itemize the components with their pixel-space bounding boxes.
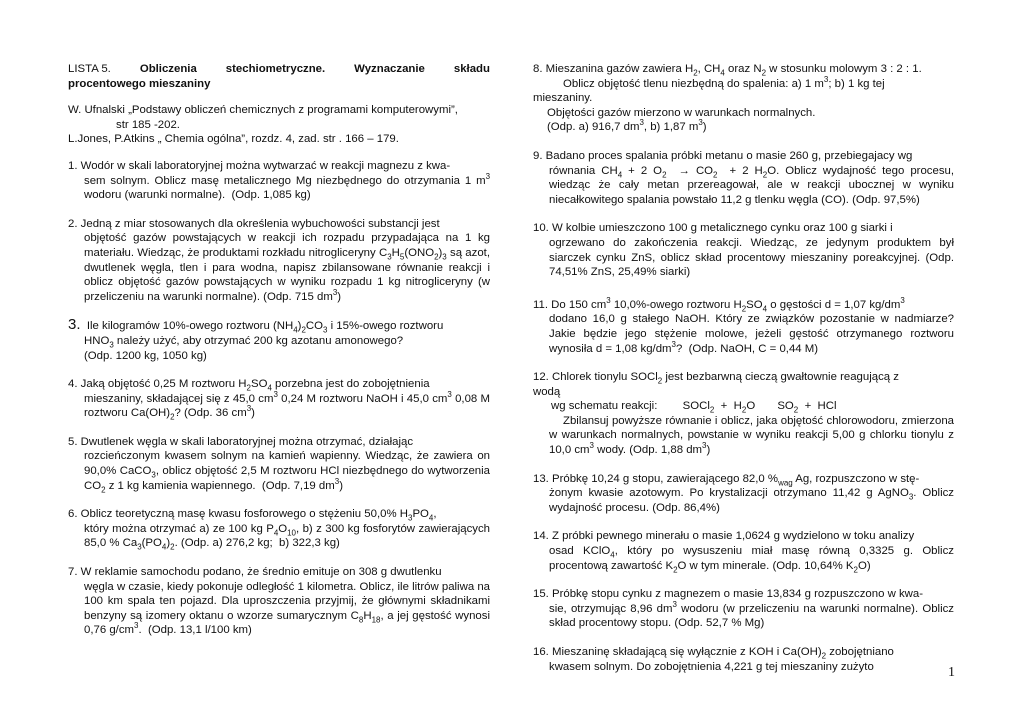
problem-11: 11. Do 150 $cm^3$ 10,0%-owego roztworu $H_2SO_4$ o gęstości d = 1,07 $kg/dm^3$ dodano 16,0 g stałego NaOH. Który ze związków pozostanie w nadmiarze? Jakie będzie jego stężenie molowe, jeżeli gęstość otrzymanego roztworu wynosiła d = 1,08 $kg/dm^3$? (Odp. NaOH, C = 0,44 M) — [533, 295, 954, 355]
document-header — [68, 62, 490, 91]
problem-5: 5. Dwutlenek węgla w skali laboratoryjnej można otrzymać, działając rozcieńczonym kwasem solnym na kamień wapienny. Wiedząc, że zawiera on 90,0% CaCO$_3$, oblicz objętość 2,5 M roztworu HCl niezbędnego do wytworzenia $CO_2$ z 1 kg kamienia wapiennego. (Odp. 7,19 $dm^3$) — [68, 435, 491, 494]
header-title-part5: procentowego mieszaniny — [68, 77, 211, 90]
right-column — [533, 62, 954, 688]
problem-7: 7. W reklamie samochodu podano, że średnio emituje on 308 g dwutlenku węgla w czasie, kiedy pokonuje odległość 1 kilometra. Oblicz, ile litrów paliwa na 100 km spala ten pojazd. Dla uproszczenia przyjmij, że głównymi składnikami benzyny są izomery oktanu o wzorze sumarycznym $C_8H_{18}$, a jej gęstość wynosi 0,76 $g/cm^3$. (Odp. 13,1 l/100 km) — [68, 566, 490, 637]
header-line — [68, 62, 490, 77]
page-number: 1 — [948, 665, 955, 680]
problem-13: 13. Próbkę 10,24 g stopu, zawierającego 82,0 $\%_{wag}$ Ag, rozpuszczono w stę- żonym kwasie azotowym. Po krystalizacji otrzymano 11,42 g AgNO$_3$. Oblicz wydajność procesu. (Odp. 86,4%) — [533, 472, 954, 514]
problem-2: 2. Jedną z miar stosowanych dla określenia wybuchowości substancji jest objętość gazów powstających w reakcji ich rozpadu przypadająca na 1 kg materiału. Wiedząc, że produktami rozkładu nitrogliceryny $C_3H_5(ONO_2)_3$ są azot, dwutlenek węgla, tlen i para wodna, napisz zbilansowane równanie reakcji i oblicz objętość gazów powstających w wyniku rozpadu 1 kg nitrogliceryny (w przeliczeniu na warunki normalne). (Odp. 715 $dm^3$) — [68, 217, 490, 303]
problem-4: 4. Jaką objętość 0,25 M roztworu $H_2SO_4$ porzebna jest do zobojętnienia mieszaniny, składającej się z 45,0 $cm^3$ 0,24 M roztworu NaOH i 45,0 $cm^3$ 0,08 M roztworu $Ca(OH)_2$? (Odp. 36 $cm^3$) — [68, 378, 490, 422]
problem-6: 6. Oblicz teoretyczną masę kwasu fosforowego o stężeniu 50,0% $H_3PO_4$, który można otrzymać a) ze 100 kg $P_4O_{10}$, b) z 300 kg fosforytów zawierających 85,0 % $Ca_3(PO_4)_2$. (Odp. a) 276,2 kg; b) 322,3 kg) — [68, 508, 490, 552]
problem-15: 15. Próbkę stopu cynku z magnezem o masie 13,834 g rozpuszczono w kwa- sie, otrzymując 8,96 $dm^3$ wodoru (w przeliczeniu na warunki normalne). Oblicz skład procentowy stopu. (Odp. 52,7 % Mg) — [533, 588, 954, 630]
header-title-part2: stechiometryczne. — [225, 63, 326, 75]
header-title-part4: składu — [453, 63, 490, 75]
problem-14: 14. Z próbki pewnego minerału o masie 1,0624 g wydzielono w toku analizy osad KClO$_4$, który po wysuszeniu miał masę równą 0,3325 g. Oblicz procentową zawartość $K_2O$ w tym minerale. (Odp. 10,64% $K_2O$) — [533, 530, 954, 574]
header-title-part1: Obliczenia — [139, 63, 197, 75]
problem-16: 16. Mieszaninę składającą się wyłącznie z KOH i $Ca(OH)_2$ zobojętniano kwasem solnym. Do zobojętnienia 4,221 g tej mieszaniny zużyto — [533, 646, 894, 673]
problem-8: 8. Mieszanina gazów zawiera $H_2$, $CH_4$ oraz $N_2$ w stosunku molowym 3 : 2 : 1. Oblicz objętość tlenu niezbędną do spalenia: a) 1 $m^3$; b) 1 kg tej mieszaniny. Objętości gazów mierzono w warunkach normalnych. (Odp. a) 916,7 $dm^3$, b) 1,87 $m^3$) — [533, 63, 922, 134]
references — [68, 103, 490, 147]
header-title-part3: Wyznaczanie — [354, 63, 425, 75]
problem-9: 9. Badano proces spalania próbki metanu o masie 260 g, przebiegajacy wg równania $CH_4 + 2$ $O_2 \to CO_2 + 2$ $H_2O$. Oblicz wydajność tego procesu, wiedząc że cały metan przereagował, ale w reakcji ubocznej w wyniku niecałkowitego spalania powstało 11,2 g tlenku węgla (CO). (Odp. 97,5%) — [533, 149, 955, 206]
reference-2: L.Jones, P.Atkins „ Chemia ogólna”, rozdz. 4, zad. str . 166 – 179. — [68, 133, 399, 146]
left-column — [68, 62, 490, 652]
problem-10: 10. W kolbie umieszczono 100 g metalicznego cynku oraz 100 g siarki i ogrzewano do zakończenia reakcji. Wiedząc, ze jedynym produktem był siarczek cynku ZnS, oblicz skład procentowy mieszaniny poreakcyjnej. (Odp. 74,51% ZnS, 25,49% siarki) — [533, 222, 954, 279]
problem-1: 1. Wodór w skali laboratoryjnej można wytwarzać w reakcji magnezu z kwa- sem solnym. Oblicz masę metalicznego Mg niezbędnego do otrzymania 1 $m^3$ wodoru (warunki normalne). (Odp. 1,085 kg) — [68, 159, 490, 202]
problem-3: 3. Ile kilogramów 10%-owego roztworu $(NH_4)_2CO_3$ i 15%-owego roztworu $HNO_3$ należy użyć, aby otrzymać 200 kg azotanu amonowego? (Odp. 1200 kg, 1050 kg) — [68, 316, 444, 362]
problem-12: 12. Chlorek tionylu SOCl$_2$ jest bezbarwną cieczą gwałtownie reagującą z wodą wg schematu reakcji: SOCl$_2$ + $H_2O$ $SO_2$ + HCl Zbilansuj powyższe równanie i oblicz, jaka objętość chlorowodoru, zmierzona w warunkach normalnych, powstanie w wyniku reakcji 5,00 g chlorku tionylu z 10,0 $cm^3$ wody. (Odp. 1,88 $dm^3$) — [533, 371, 954, 457]
list-label: LISTA 5. — [68, 63, 111, 75]
reference-1: W. Ufnalski „Podstawy obliczeń chemicznych z programami komputerowymi”, str 185 -202. — [68, 104, 458, 131]
